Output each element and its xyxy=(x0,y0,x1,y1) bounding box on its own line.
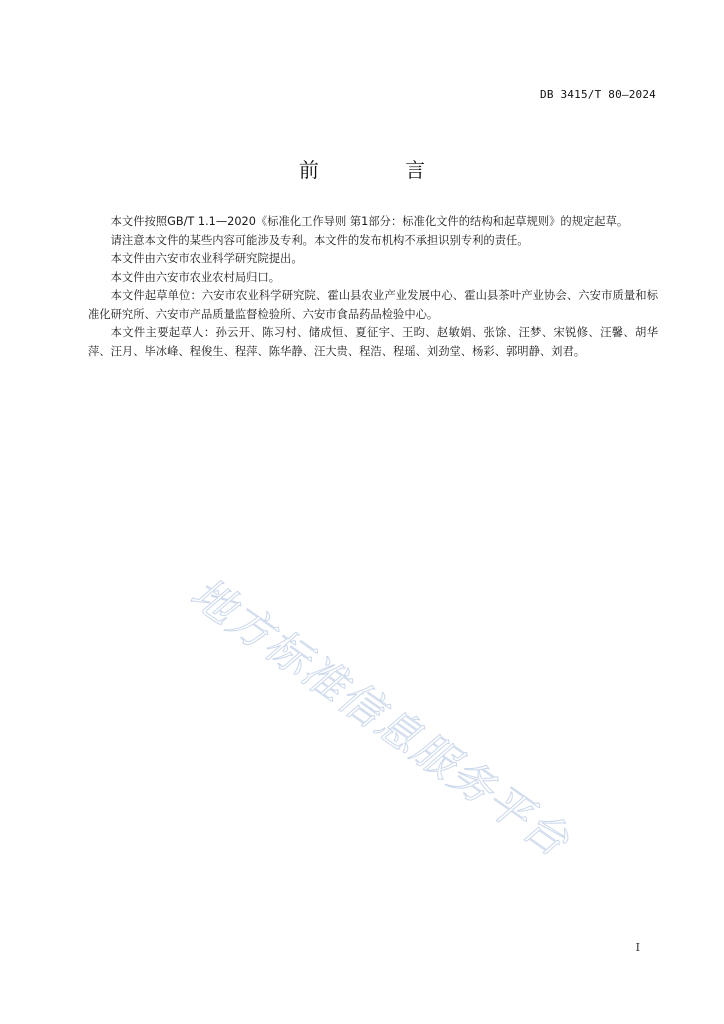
page-number: I xyxy=(635,941,640,954)
paragraph-drafters: 本文件主要起草人：孙云开、陈习村、储成恒、夏征宇、王昀、赵敏娟、张馀、汪梦、宋锐修、汪馨、胡华萍、汪月、毕冰峰、程俊生、程萍、陈华静、汪大贵、程浩、程瑶、刘劲堂、杨彩、郭明静、刘君。 xyxy=(88,326,658,358)
watermark: 地方标准信息服务平台 xyxy=(181,568,579,868)
document-code: DB 3415/T 80—2024 xyxy=(540,88,656,101)
page-title: 前 言 xyxy=(298,158,466,182)
paragraph-administrator: 本文件由六安市农业农村局归口。 xyxy=(110,270,281,284)
paragraph-patent-notice: 请注意本文件的某些内容可能涉及专利。本文件的发布机构不承担识别专利的责任。 xyxy=(110,233,529,247)
paragraph-proposer: 本文件由六安市农业科学研究院提出。 xyxy=(110,252,303,265)
foreword-body xyxy=(88,213,658,361)
paragraph-drafting-units: 本文件起草单位：六安市农业科学研究院、霍山县农业产业发展中心、霍山县茶叶产业协会、六安市质量和标准化研究所、六安市产品质量监督检验所、六安市食品药品检验中心。 xyxy=(88,289,658,321)
paragraph-drafting-rules: 本文件按照GB/T 1.1—2020《标准化工作导则 第1部分：标准化文件的结构和起草规则》的规定起草。 xyxy=(110,215,629,228)
